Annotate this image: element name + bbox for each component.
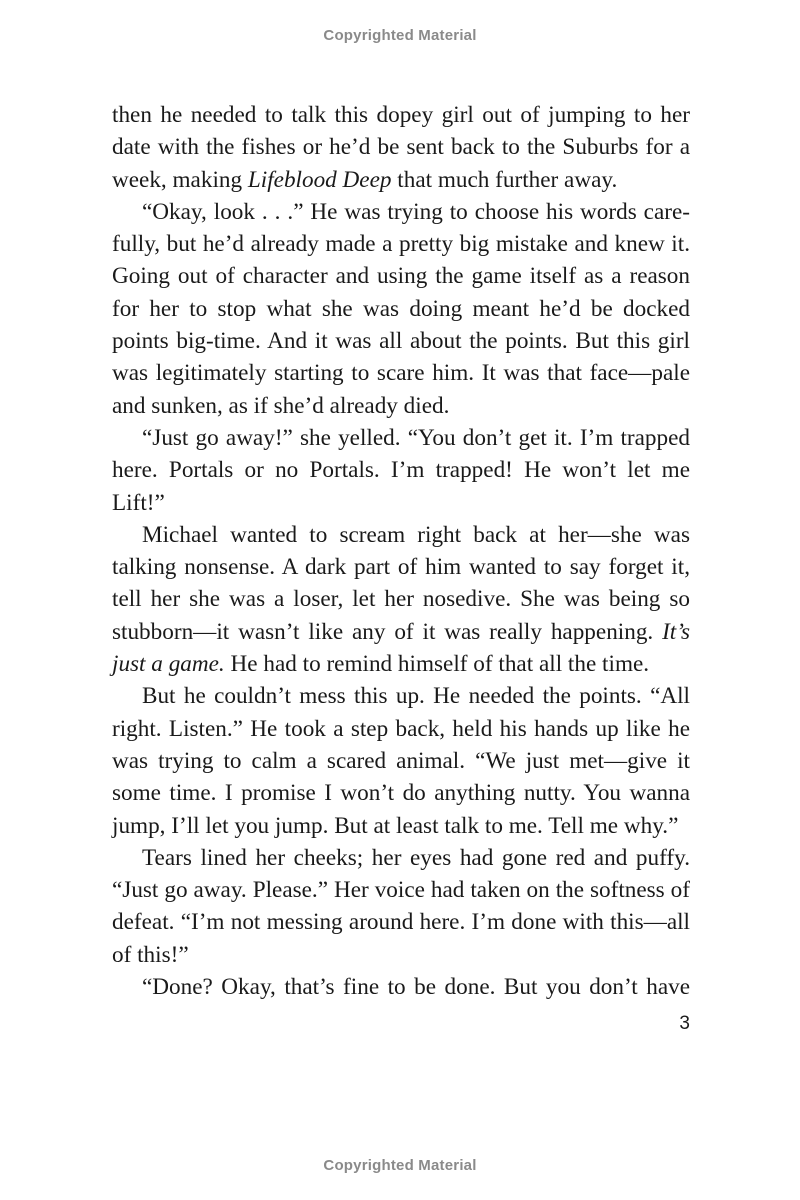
page-number: 3 [679,1013,690,1034]
paragraph-4 [112,519,690,680]
page-body-text [112,99,690,1003]
paragraph-1-segment-1: then he needed to talk this dopey girl out of jumping to her date with the fishes or he’d be sent back to the Suburbs for a week, making [112,102,690,193]
paragraph-5 [112,680,690,841]
paragraph-4-segment-1: Michael wanted to scream right back at her—she was talking nonsense. A dark part of him wanted to say forget it, tell her she was a loser, let her nosedive. She was being so stubborn—it wasn’t like any of it was really happening. [112,521,690,645]
paragraph-5-text: But he couldn’t mess this up. He needed the points. “All right. Listen.” He took a step back, held his hands up like he was trying to calm a scared animal. “We just met—give it some time. I promise I won’t do anything nutty. You wanna jump, I’ll let you jump. But at least talk to me. Tell me why.” [112,683,690,839]
paragraph-6-text: Tears lined her cheeks; her eyes had gone red and puffy. “Just go away. Please.” Her voice had taken on the softness of defeat. “I’m not messing around here. I’m done with this—all of this!” [112,844,690,968]
paragraph-3 [112,422,690,519]
copyright-watermark-bottom: Copyrighted Material [323,1157,477,1174]
paragraph-2-text: “Okay, look . . .” He was trying to choose his words care-fully, but he’d already made a pretty big mistake and knew it. Going out of character and using the game itself as a reason for her to stop what she was doing meant he’d be docked points big-time. And it was all about the points. But this girl was legitimately starting to scare him. It was that face—pale and sunken, as if she’d already died. [112,198,690,419]
paragraph-7 [112,971,690,1003]
paragraph-6 [112,842,690,971]
book-title-italic: Lifeblood Deep [247,166,392,193]
paragraph-2 [112,196,690,422]
paragraph-7-text: “Done? Okay, that’s fine to be done. But you don’t have [142,974,690,1001]
inner-thought-italic: It’s just a game. [112,618,690,678]
paragraph-3-text: “Just go away!” she yelled. “You don’t get it. I’m trapped here. Portals or no Portals. I’m trapped! He won’t let me Lift!” [112,424,690,516]
paragraph-1 [112,99,690,196]
copyright-watermark-top: Copyrighted Material [323,27,477,44]
paragraph-4-segment-3: He had to remind himself of that all the time. [224,651,650,678]
paragraph-1-segment-3: that much further away. [391,166,618,193]
